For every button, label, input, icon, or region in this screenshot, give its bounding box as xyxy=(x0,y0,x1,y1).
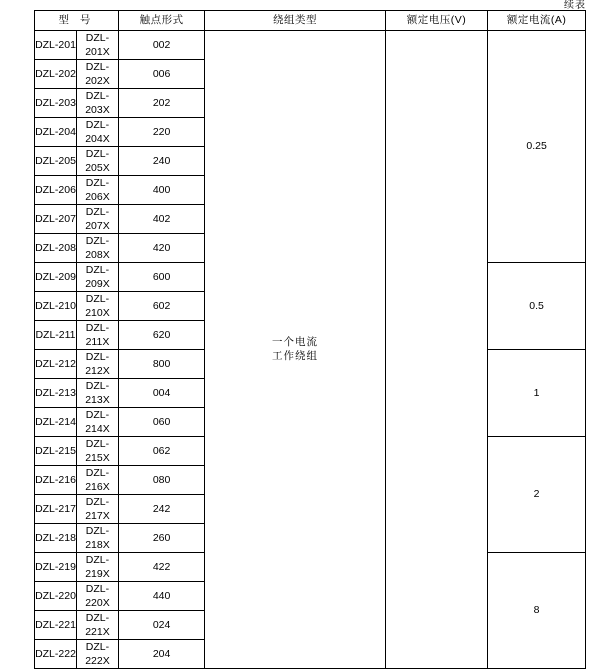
cell-model-b: DZL-219X xyxy=(76,552,118,581)
cell-winding-type xyxy=(205,30,386,668)
cell-model-b: DZL-216X xyxy=(76,465,118,494)
cell-model-a: DZL-214 xyxy=(35,407,77,436)
cell-model-b: DZL-218X xyxy=(76,523,118,552)
cell-model-a: DZL-204 xyxy=(35,117,77,146)
cell-model-b: DZL-207X xyxy=(76,204,118,233)
cell-contact-form: 004 xyxy=(118,378,204,407)
cell-contact-form: 600 xyxy=(118,262,204,291)
cell-model-a: DZL-210 xyxy=(35,291,77,320)
cell-model-a: DZL-221 xyxy=(35,610,77,639)
cell-contact-form: 402 xyxy=(118,204,204,233)
cell-contact-form: 420 xyxy=(118,233,204,262)
cell-model-b: DZL-217X xyxy=(76,494,118,523)
cell-contact-form: 062 xyxy=(118,436,204,465)
cell-contact-form: 242 xyxy=(118,494,204,523)
header-rated-voltage: 额定电压(V) xyxy=(385,11,487,31)
cell-contact-form: 800 xyxy=(118,349,204,378)
cell-model-a: DZL-212 xyxy=(35,349,77,378)
cell-rated-current: 8 xyxy=(488,552,586,668)
cell-model-b: DZL-215X xyxy=(76,436,118,465)
cell-contact-form: 602 xyxy=(118,291,204,320)
header-winding-type: 绕组类型 xyxy=(205,11,386,31)
cell-model-a: DZL-220 xyxy=(35,581,77,610)
header-model: 型 号 xyxy=(35,11,119,31)
cell-rated-current: 0.5 xyxy=(488,262,586,349)
cell-model-b: DZL-213X xyxy=(76,378,118,407)
cell-model-a: DZL-219 xyxy=(35,552,77,581)
cell-model-a: DZL-209 xyxy=(35,262,77,291)
header-rated-current: 额定电流(A) xyxy=(488,11,586,31)
cell-contact-form: 260 xyxy=(118,523,204,552)
cell-model-b: DZL-209X xyxy=(76,262,118,291)
cell-model-b: DZL-212X xyxy=(76,349,118,378)
cell-model-a: DZL-208 xyxy=(35,233,77,262)
cell-rated-current: 2 xyxy=(488,436,586,552)
cell-contact-form: 002 xyxy=(118,30,204,59)
cell-model-b: DZL-211X xyxy=(76,320,118,349)
cell-contact-form: 422 xyxy=(118,552,204,581)
cell-model-a: DZL-215 xyxy=(35,436,77,465)
cell-model-a: DZL-205 xyxy=(35,146,77,175)
cell-contact-form: 400 xyxy=(118,175,204,204)
table-body xyxy=(35,30,586,668)
cell-model-a: DZL-201 xyxy=(35,30,77,59)
cell-contact-form: 204 xyxy=(118,639,204,668)
cell-model-b: DZL-220X xyxy=(76,581,118,610)
cell-model-b: DZL-210X xyxy=(76,291,118,320)
cell-contact-form: 060 xyxy=(118,407,204,436)
cell-model-b: DZL-203X xyxy=(76,88,118,117)
specification-table xyxy=(34,10,586,669)
header-contact-form: 触点形式 xyxy=(118,11,204,31)
cell-model-b: DZL-202X xyxy=(76,59,118,88)
cell-model-b: DZL-222X xyxy=(76,639,118,668)
cell-model-a: DZL-213 xyxy=(35,378,77,407)
cell-model-a: DZL-218 xyxy=(35,523,77,552)
cell-model-a: DZL-217 xyxy=(35,494,77,523)
cell-model-a: DZL-202 xyxy=(35,59,77,88)
cell-model-b: DZL-201X xyxy=(76,30,118,59)
cell-contact-form: 240 xyxy=(118,146,204,175)
continued-label: 续表 xyxy=(564,0,586,11)
cell-contact-form: 006 xyxy=(118,59,204,88)
table-header xyxy=(35,11,586,31)
cell-rated-current: 0.25 xyxy=(488,30,586,262)
cell-model-b: DZL-204X xyxy=(76,117,118,146)
cell-contact-form: 440 xyxy=(118,581,204,610)
cell-model-a: DZL-206 xyxy=(35,175,77,204)
winding-line-2: 工作绕组 xyxy=(272,350,319,362)
cell-model-a: DZL-207 xyxy=(35,204,77,233)
cell-model-a: DZL-203 xyxy=(35,88,77,117)
cell-model-b: DZL-206X xyxy=(76,175,118,204)
cell-model-b: DZL-221X xyxy=(76,610,118,639)
cell-contact-form: 620 xyxy=(118,320,204,349)
cell-contact-form: 202 xyxy=(118,88,204,117)
cell-model-a: DZL-222 xyxy=(35,639,77,668)
winding-line-1: 一个电流 xyxy=(272,336,319,348)
cell-model-b: DZL-208X xyxy=(76,233,118,262)
cell-model-b: DZL-205X xyxy=(76,146,118,175)
cell-model-a: DZL-216 xyxy=(35,465,77,494)
table-row xyxy=(35,30,586,59)
cell-rated-current: 1 xyxy=(488,349,586,436)
cell-contact-form: 024 xyxy=(118,610,204,639)
cell-model-a: DZL-211 xyxy=(35,320,77,349)
cell-contact-form: 080 xyxy=(118,465,204,494)
table-header-row xyxy=(35,11,586,31)
cell-rated-voltage xyxy=(385,30,487,668)
cell-model-b: DZL-214X xyxy=(76,407,118,436)
cell-contact-form: 220 xyxy=(118,117,204,146)
